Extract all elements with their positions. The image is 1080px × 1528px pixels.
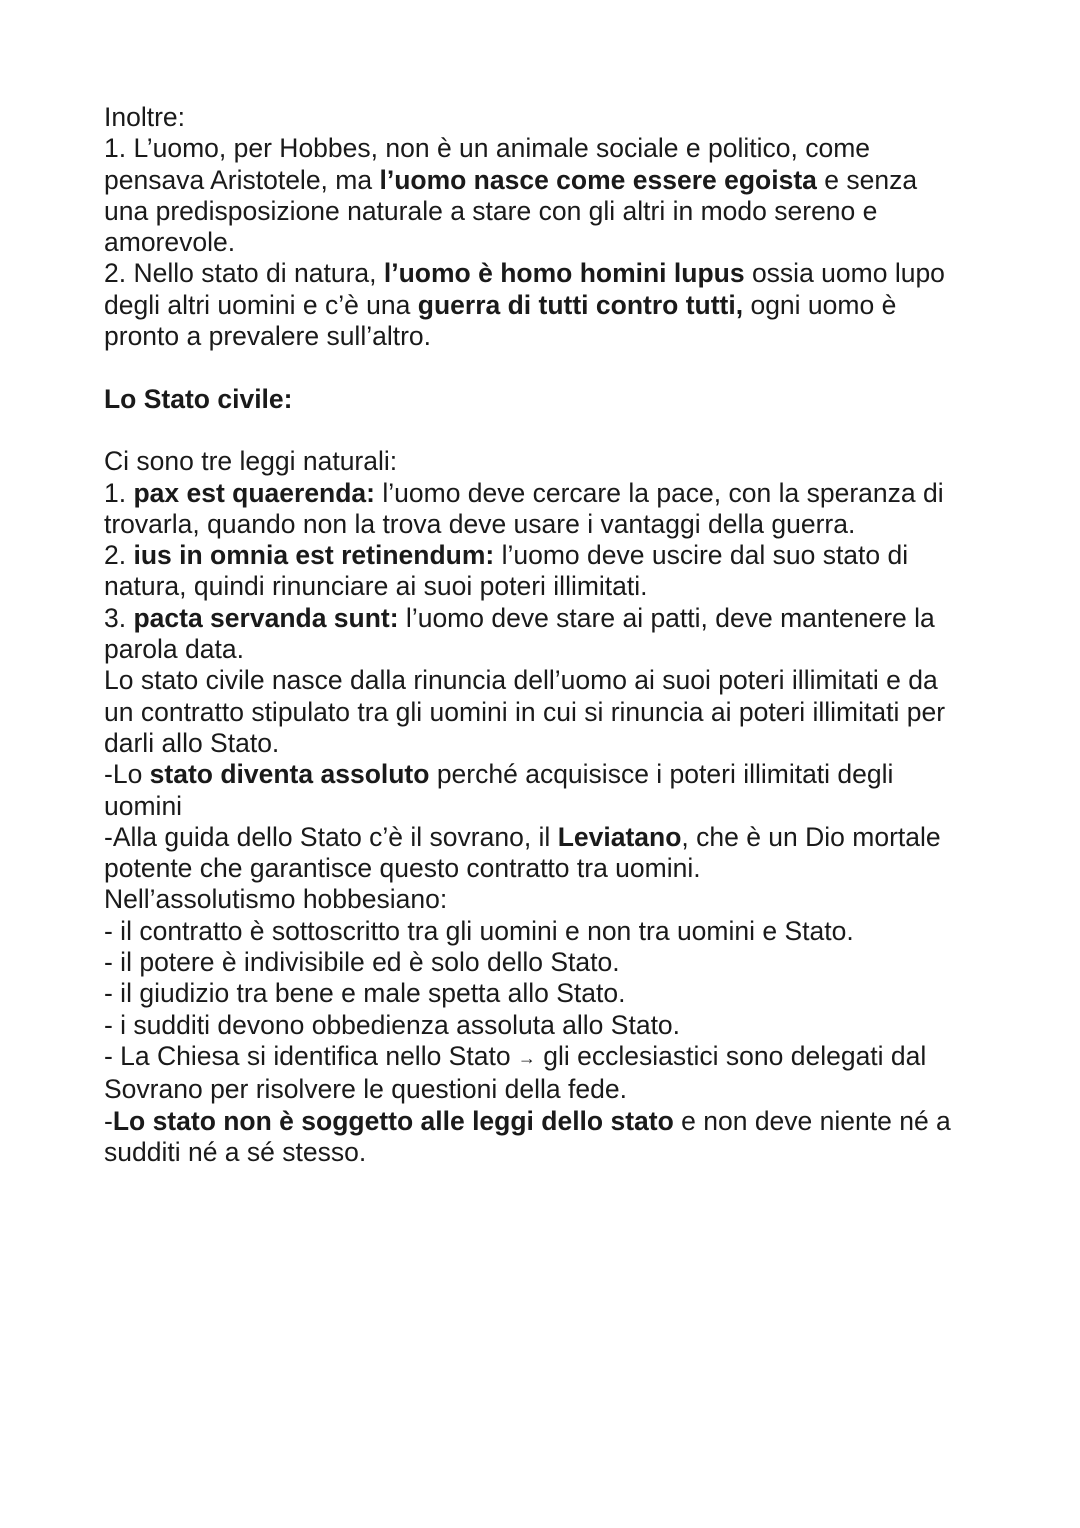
- text-line: - La Chiesa si identifica nello Stato → gli ecclesiastici sono delegati dal: [104, 1040, 927, 1071]
- section-title: Lo Stato civile:: [104, 383, 293, 414]
- absolutism-intro: Nell’assolutismo hobbesiano:: [104, 884, 448, 915]
- laws-intro: Ci sono tre leggi naturali:: [104, 446, 398, 477]
- text-line: -Lo stato non è soggetto alle leggi dello stato e non deve niente né a: [104, 1105, 951, 1136]
- text-line: parola data.: [104, 634, 244, 665]
- text-line: pensava Aristotele, ma l’uomo nasce come essere egoista e senza: [104, 164, 918, 195]
- final-paragraph: [104, 1106, 1004, 1169]
- list-item: - i sudditi devono obbedienza assoluta allo Stato.: [104, 1009, 681, 1040]
- text-line: 1. pax est quaerenda: l’uomo deve cercare la pace, con la speranza di: [104, 477, 944, 508]
- absolutism-list: [104, 916, 1004, 1041]
- text-line: natura, quindi rinunciare ai suoi poteri illimitati.: [104, 571, 648, 602]
- text-line: uomini: [104, 790, 183, 821]
- text-line: 3. pacta servanda sunt: l’uomo deve stare ai patti, deve mantenere la: [104, 602, 935, 633]
- list-item: - il potere è indivisibile ed è solo dello Stato.: [104, 947, 620, 978]
- text-line: 1. L’uomo, per Hobbes, non è un animale sociale e politico, come: [104, 133, 871, 164]
- text-line: pronto a prevalere sull’altro.: [104, 321, 432, 352]
- leviathan-paragraph: [104, 822, 1004, 885]
- text-line: -Alla guida dello Stato c’è il sovrano, il Leviatano, che è un Dio mortale: [104, 821, 941, 852]
- bold-phrase: l’uomo è homo homini lupus: [383, 258, 745, 289]
- law-name: ius in omnia est retinendum:: [133, 540, 495, 571]
- bold-phrase: Lo stato non è soggetto alle leggi dello stato: [112, 1105, 674, 1136]
- civil-state-paragraph: [104, 665, 1004, 759]
- spacer: [104, 415, 1004, 446]
- bold-phrase: l’uomo nasce come essere egoista: [379, 164, 817, 195]
- text-line: 2. Nello stato di natura, l’uomo è homo homini lupus ossia uomo lupo: [104, 258, 945, 289]
- text-line: Sovrano per risolvere le questioni della fede.: [104, 1074, 627, 1105]
- intro-heading: Inoltre:: [104, 102, 186, 132]
- church-paragraph: [104, 1041, 1004, 1106]
- text-line: un contratto stipulato tra gli uomini in cui si rinuncia ai poteri illimitati per: [104, 696, 946, 727]
- document-page: [104, 102, 1004, 1168]
- text-line: -Lo stato diventa assoluto perché acquisisce i poteri illimitati degli: [104, 759, 894, 790]
- law-name: pax est quaerenda:: [133, 477, 375, 508]
- list-item: - il contratto è sottoscritto tra gli uomini e non tra uomini e Stato.: [104, 915, 854, 946]
- intro-point-2: [104, 258, 1004, 352]
- natural-law-3: [104, 603, 1004, 666]
- text-line: trovarla, quando non la trova deve usare i vantaggi della guerra.: [104, 508, 856, 539]
- intro-point-1: [104, 133, 1004, 258]
- text-line: una predisposizione naturale a stare con gli altri in modo sereno e: [104, 195, 878, 226]
- absolute-state-paragraph: [104, 759, 1004, 822]
- bold-phrase: guerra di tutti contro tutti,: [417, 289, 744, 320]
- text-line: darli allo Stato.: [104, 727, 280, 758]
- arrow-right-icon: →: [517, 1047, 536, 1068]
- list-item: - il giudizio tra bene e male spetta allo Stato.: [104, 978, 626, 1009]
- natural-law-2: [104, 540, 1004, 603]
- text-line: Lo stato civile nasce dalla rinuncia dell’uomo ai suoi poteri illimitati e da: [104, 665, 938, 696]
- text-line: sudditi né a sé stesso.: [104, 1136, 367, 1167]
- spacer: [104, 352, 1004, 383]
- law-name: pacta servanda sunt:: [133, 602, 399, 633]
- text-line: degli altri uomini e c’è una guerra di tutti contro tutti, ogni uomo è: [104, 289, 897, 320]
- text-line: 2. ius in omnia est retinendum: l’uomo deve uscire dal suo stato di: [104, 540, 909, 571]
- natural-law-1: [104, 478, 1004, 541]
- text-line: potente che garantisce questo contratto tra uomini.: [104, 853, 701, 884]
- text-line: amorevole.: [104, 227, 236, 258]
- bold-phrase: stato diventa assoluto: [149, 759, 430, 790]
- bold-phrase: Leviatano: [557, 821, 682, 852]
